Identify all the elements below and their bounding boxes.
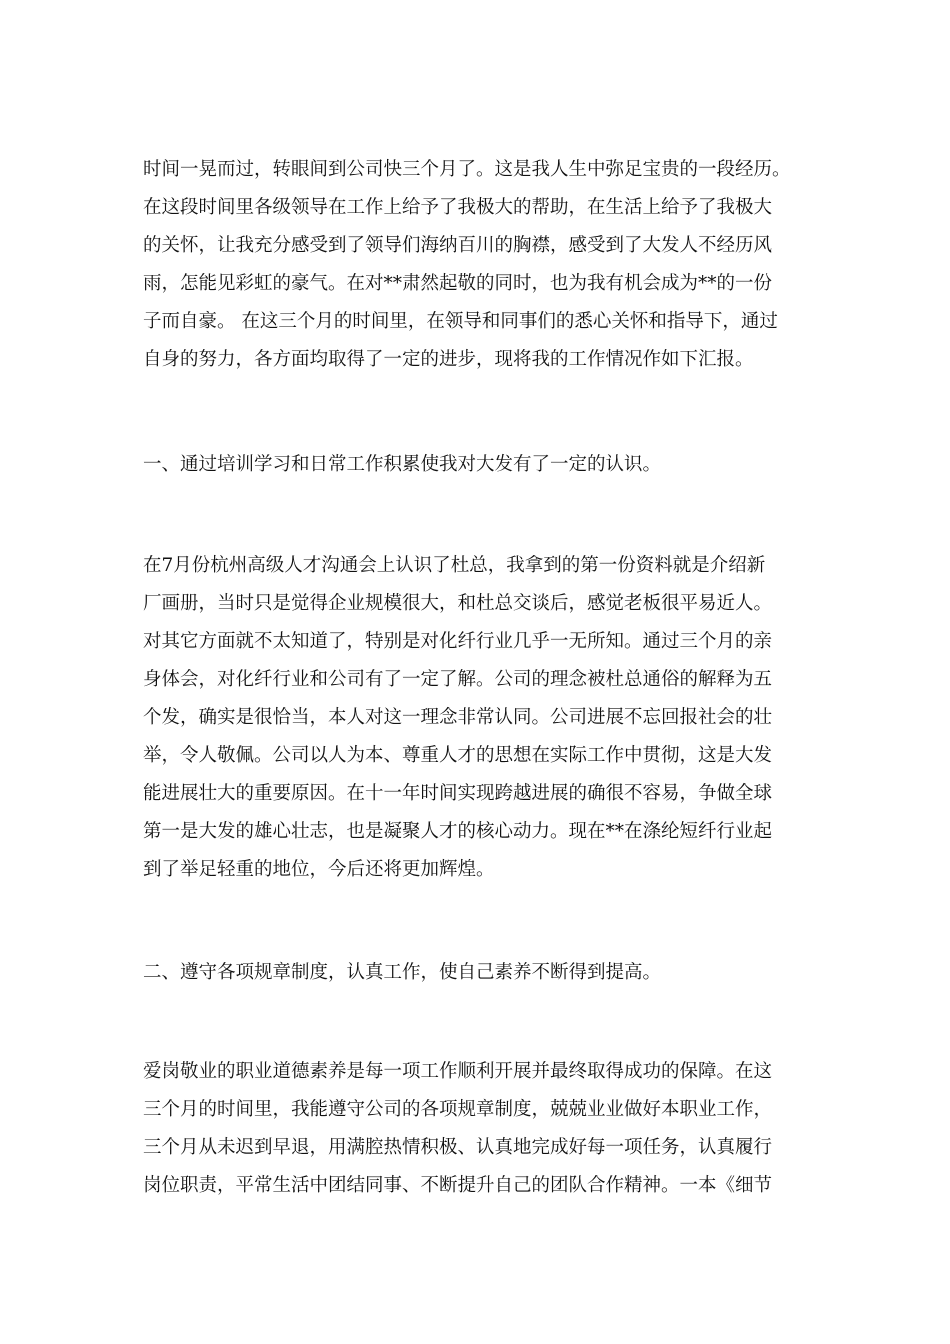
paragraph-1-line-5: 子而自豪。 在这三个月的时间里，在领导和同事们的悉心关怀和指导下，通过 (143, 311, 778, 332)
paragraph-2-line-9: 到了举足轻重的地位，今后还将更加辉煌。 (143, 859, 495, 880)
section-heading-2: 二、遵守各项规章制度，认真工作，使自己素养不断得到提高。 (143, 962, 662, 983)
section-heading-1: 一、通过培训学习和日常工作积累使我对大发有了一定的认识。 (143, 454, 662, 475)
paragraph-2-line-2: 厂画册，当时只是觉得企业规模很大，和杜总交谈后，感觉老板很平易近人。 (143, 593, 773, 614)
paragraph-1-line-1: 时间一晃而过，转眼间到公司快三个月了。这是我人生中弥足宝贵的一段经历。 (143, 159, 791, 180)
paragraph-2-line-7: 能进展壮大的重要原因。在十一年时间实现跨越进展的确很不容易，争做全球 (143, 783, 773, 804)
paragraph-2-line-1: 在7月份杭州高级人才沟通会上认识了杜总，我拿到的第一份资料就是介绍新 (143, 555, 766, 576)
paragraph-2-line-3: 对其它方面就不太知道了，特别是对化纤行业几乎一无所知。通过三个月的亲 (143, 631, 773, 652)
paragraph-1-line-4: 雨，怎能见彩虹的豪气。在对**肃然起敬的同时，也为我有机会成为**的一份 (143, 273, 773, 294)
paragraph-1-line-6: 自身的努力，各方面均取得了一定的进步，现将我的工作情况作如下汇报。 (143, 349, 754, 370)
paragraph-2-line-4: 身体会，对化纤行业和公司有了一定了解。公司的理念被杜总通俗的解释为五 (143, 669, 773, 690)
paragraph-3-line-2: 三个月的时间里，我能遵守公司的各项规章制度，兢兢业业做好本职业工作， (143, 1099, 773, 1120)
paragraph-1-line-2: 在这段时间里各级领导在工作上给予了我极大的帮助，在生活上给予了我极大 (143, 197, 773, 218)
paragraph-3-line-3: 三个月从未迟到早退，用满腔热情积极、认真地完成好每一项任务，认真履行 (143, 1137, 773, 1158)
paragraph-1-line-3: 的关怀，让我充分感受到了领导们海纳百川的胸襟，感受到了大发人不经历风 (143, 235, 773, 256)
paragraph-3-line-1: 爱岗敬业的职业道德素养是每一项工作顺利开展并最终取得成功的保障。在这 (143, 1061, 773, 1082)
paragraph-2-line-5: 个发，确实是很恰当，本人对这一理念非常认同。公司进展不忘回报社会的壮 (143, 707, 773, 728)
paragraph-2-line-8: 第一是大发的雄心壮志，也是凝聚人才的核心动力。现在**在涤纶短纤行业起 (143, 821, 773, 842)
paragraph-2-line-6: 举，令人敬佩。公司以人为本、尊重人才的思想在实际工作中贯彻，这是大发 (143, 745, 773, 766)
paragraph-3-line-4: 岗位职责，平常生活中团结同事、不断提升自己的团队合作精神。一本《细节 (143, 1175, 773, 1196)
